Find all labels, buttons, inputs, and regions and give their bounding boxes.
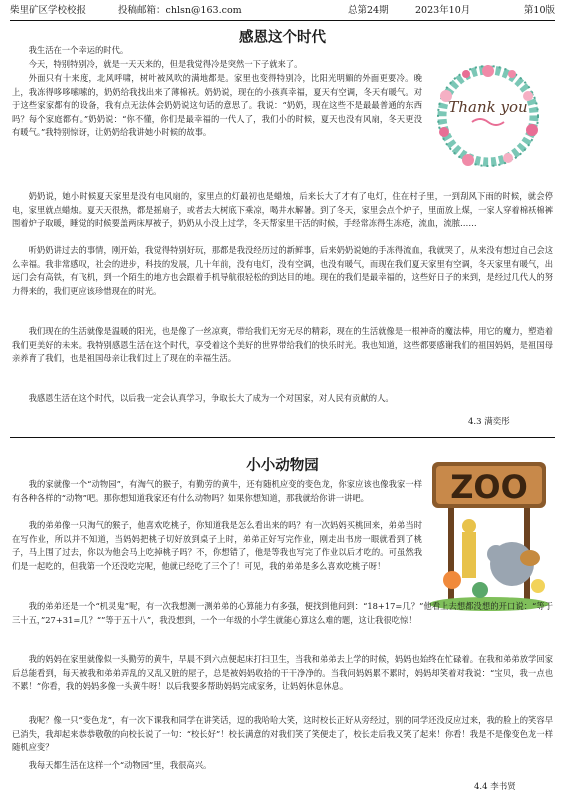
article1-paragraph: 我们现在的生活就像是温暖的阳光，也是像了一丝凉爽，带给我们无穷无尽的精彩，现在的生活就像是一根神奇的魔法棒，用它的魔力，塑造着我们更美好的未来。我特别感恩生活在这个时代，享受着这个美好的世界带给我们的快乐时光。我也知道，这些都要感谢我们的祖国妈妈，是祖国母亲养育了我们，也是祖国母亲让我们过上了现在的幸福生活。 — [12, 326, 553, 363]
article1-byline: 4.3 满奕彤 — [468, 417, 510, 427]
wreath-text: Thank you — [448, 98, 528, 116]
issue-date: 2023年10月 — [415, 5, 471, 16]
section-divider — [10, 437, 555, 438]
article1-paragraph: 今天，特别特别冷，就是一天天来的，但是我觉得冷是突然一下子就来了。 — [28, 59, 303, 69]
newspaper-header — [10, 4, 555, 18]
article2-paragraph: 我呢？像一只“变色龙”，有一次下课我和同学在讲笑话，逗的我哈哈大笑，这时校长正好从旁经过，别的同学还没反应过来，我的脸上的笑容早已消失，我却起来恭恭敬敬的向校长说了一句：“校长好”！校长满意的对我们笑了笑便走了，校长走后我又笑了起来！你看！我是不是像变色龙一样随机应变？ — [12, 715, 553, 752]
article1-paragraph: 外面只有十来度，北风呼啸，树叶被风吹的满地都是。家里也变得特别冷，比阳光明媚的外面更要冷。晚上，我冻得哆哆嗦嗦的，奶奶给我找出来了薄棉袄。奶奶说，现在的小孩真幸福，夏天有空调，冬天有暖气。对于这些家家都有的设备，我有点无法体会奶奶说这句话的意思了。我说：“奶奶，现在这些不是最最普通的东西吗？每个家庭都有。”奶奶说：“你不懂，你们是最幸福的一代人了，我们小的时候，夏天也没有风扇，冬天更没有暖气。”我特别惊讶，让奶奶给我讲她小时候的故事。 — [12, 73, 422, 137]
article-title-zoo: 小小动物园 — [246, 458, 319, 474]
zoo-sign-image — [426, 454, 552, 612]
article1-paragraph: 我生活在一个幸运的时代。 — [28, 45, 129, 55]
zoo-sign-text: ZOO — [450, 468, 528, 506]
article2-paragraph: 我每天都生活在这样一个“动物园”里，我很高兴。 — [28, 760, 212, 770]
submission-email: 投稿邮箱：chlsn@163.com — [118, 5, 242, 16]
article2-byline: 4.4 李书贤 — [474, 782, 516, 792]
thank-you-wreath-image — [428, 56, 548, 176]
article1-paragraph: 奶奶说，她小时候夏天家里是没有电风扇的，家里点的灯最初也是蜡烛，后来长大了才有了电灯，住在村子里，一到刮风下雨的时候，就会停电，家里就点蜡烛。夏天天很热，都是摇扇子，或者去大树底下乘凉，喝井水解暑。到了冬天，家里会点个炉子，里面放上煤，一家人穿着棉袄棉裤围着炉子取暖，睡觉的时候要盖两床厚被子，奶奶从小没上过学，冬天帮家里干活的时候，手经常冻得生冻疮，流血，流脓…… — [12, 191, 553, 228]
header-rule — [10, 20, 555, 21]
article2-paragraph: 我的家就像一个“动物园”，有淘气的猴子，有勤劳的黄牛，还有随机应变的变色龙，你家应该也像我家一样有各种各样的“动物”吧。那你想知道我家还有什么动物吗？如果你想知道，那我就给你讲一讲吧。 — [12, 479, 422, 503]
article1-paragraph: 听奶奶讲过去的事情，刚开始，我觉得特别好玩，那都是我没经历过的新鲜事，后来奶奶说她的手冻得流血，我就哭了，从来没有想过自己会这么幸福。我非常感叹，社会的进步，科技的发展，几十年前，没有电灯，没有空调，也没有暖气，而现在我们夏天家里有空调，冬天家里有暖气，出远门会有高铁，有飞机，到一个陌生的地方也会跟着手机导航很轻松的到达目的地。现在的我们是最幸福的，这些好日子的来到，是经过几代人的努力得来的，我们更应该珍惜现在的时光。 — [12, 245, 553, 296]
issue-number: 总第24期 — [348, 5, 389, 16]
article2-paragraph: 我的弟弟像一只淘气的猴子，他喜欢吃桃子，你知道我是怎么看出来的吗？有一次妈妈买桃回来，弟弟当时在写作业，所以并不知道，当妈妈把桃子切好放到桌子上时，弟弟正好写完作业，刚走出书房一眼就看到了桃子，马上围了过去，你以为他会马上吃掉桃子吗？不，你想错了，他是等我也写完了作业以后才吃的。可虽然我们是一起吃的，但我第一个还没吃完呢，他就已经吃了三个了！可见，我的弟弟是多么喜欢吃桃子呀！ — [12, 520, 422, 571]
article2-paragraph: 我的妈妈在家里就像似一头勤劳的黄牛，早晨不到六点便起床打扫卫生，当我和弟弟去上学的时候，妈妈也始终在忙碌着。在我和弟弟放学回家后总能看到，每天被我和弟弟弄乱的又乱又脏的屋子，总是被妈妈收拾的干干净净的。当我问妈妈累不累时，妈妈却笑着对我说：“宝贝，我一点也不累！”你看，我的妈妈多像一头黄牛呀！以后我要多帮助妈妈完成家务，让妈妈休息休息。 — [12, 654, 553, 691]
article1-paragraph: 我感恩生活在这个时代，以后我一定会认真学习，争取长大了成为一个对国家，对人民有贡献的人。 — [28, 393, 394, 403]
article-title-gratitude: 感恩这个时代 — [239, 30, 326, 46]
article2-paragraph: 我的弟弟还是一个“机灵鬼”呢，有一次我想测一测弟弟的心算能力有多强，便找到他问到：“18+17=几？”他看上去想都没想的开口说：“等于三十五，”27+31=几？“”等于五十八”，我没想到，一个一年级的小学生就能心算这么难的题，这让我很吃惊！ — [12, 601, 553, 625]
page-number: 第10版 — [523, 5, 555, 16]
school-name: 柴里矿区学校校报 — [10, 5, 87, 16]
